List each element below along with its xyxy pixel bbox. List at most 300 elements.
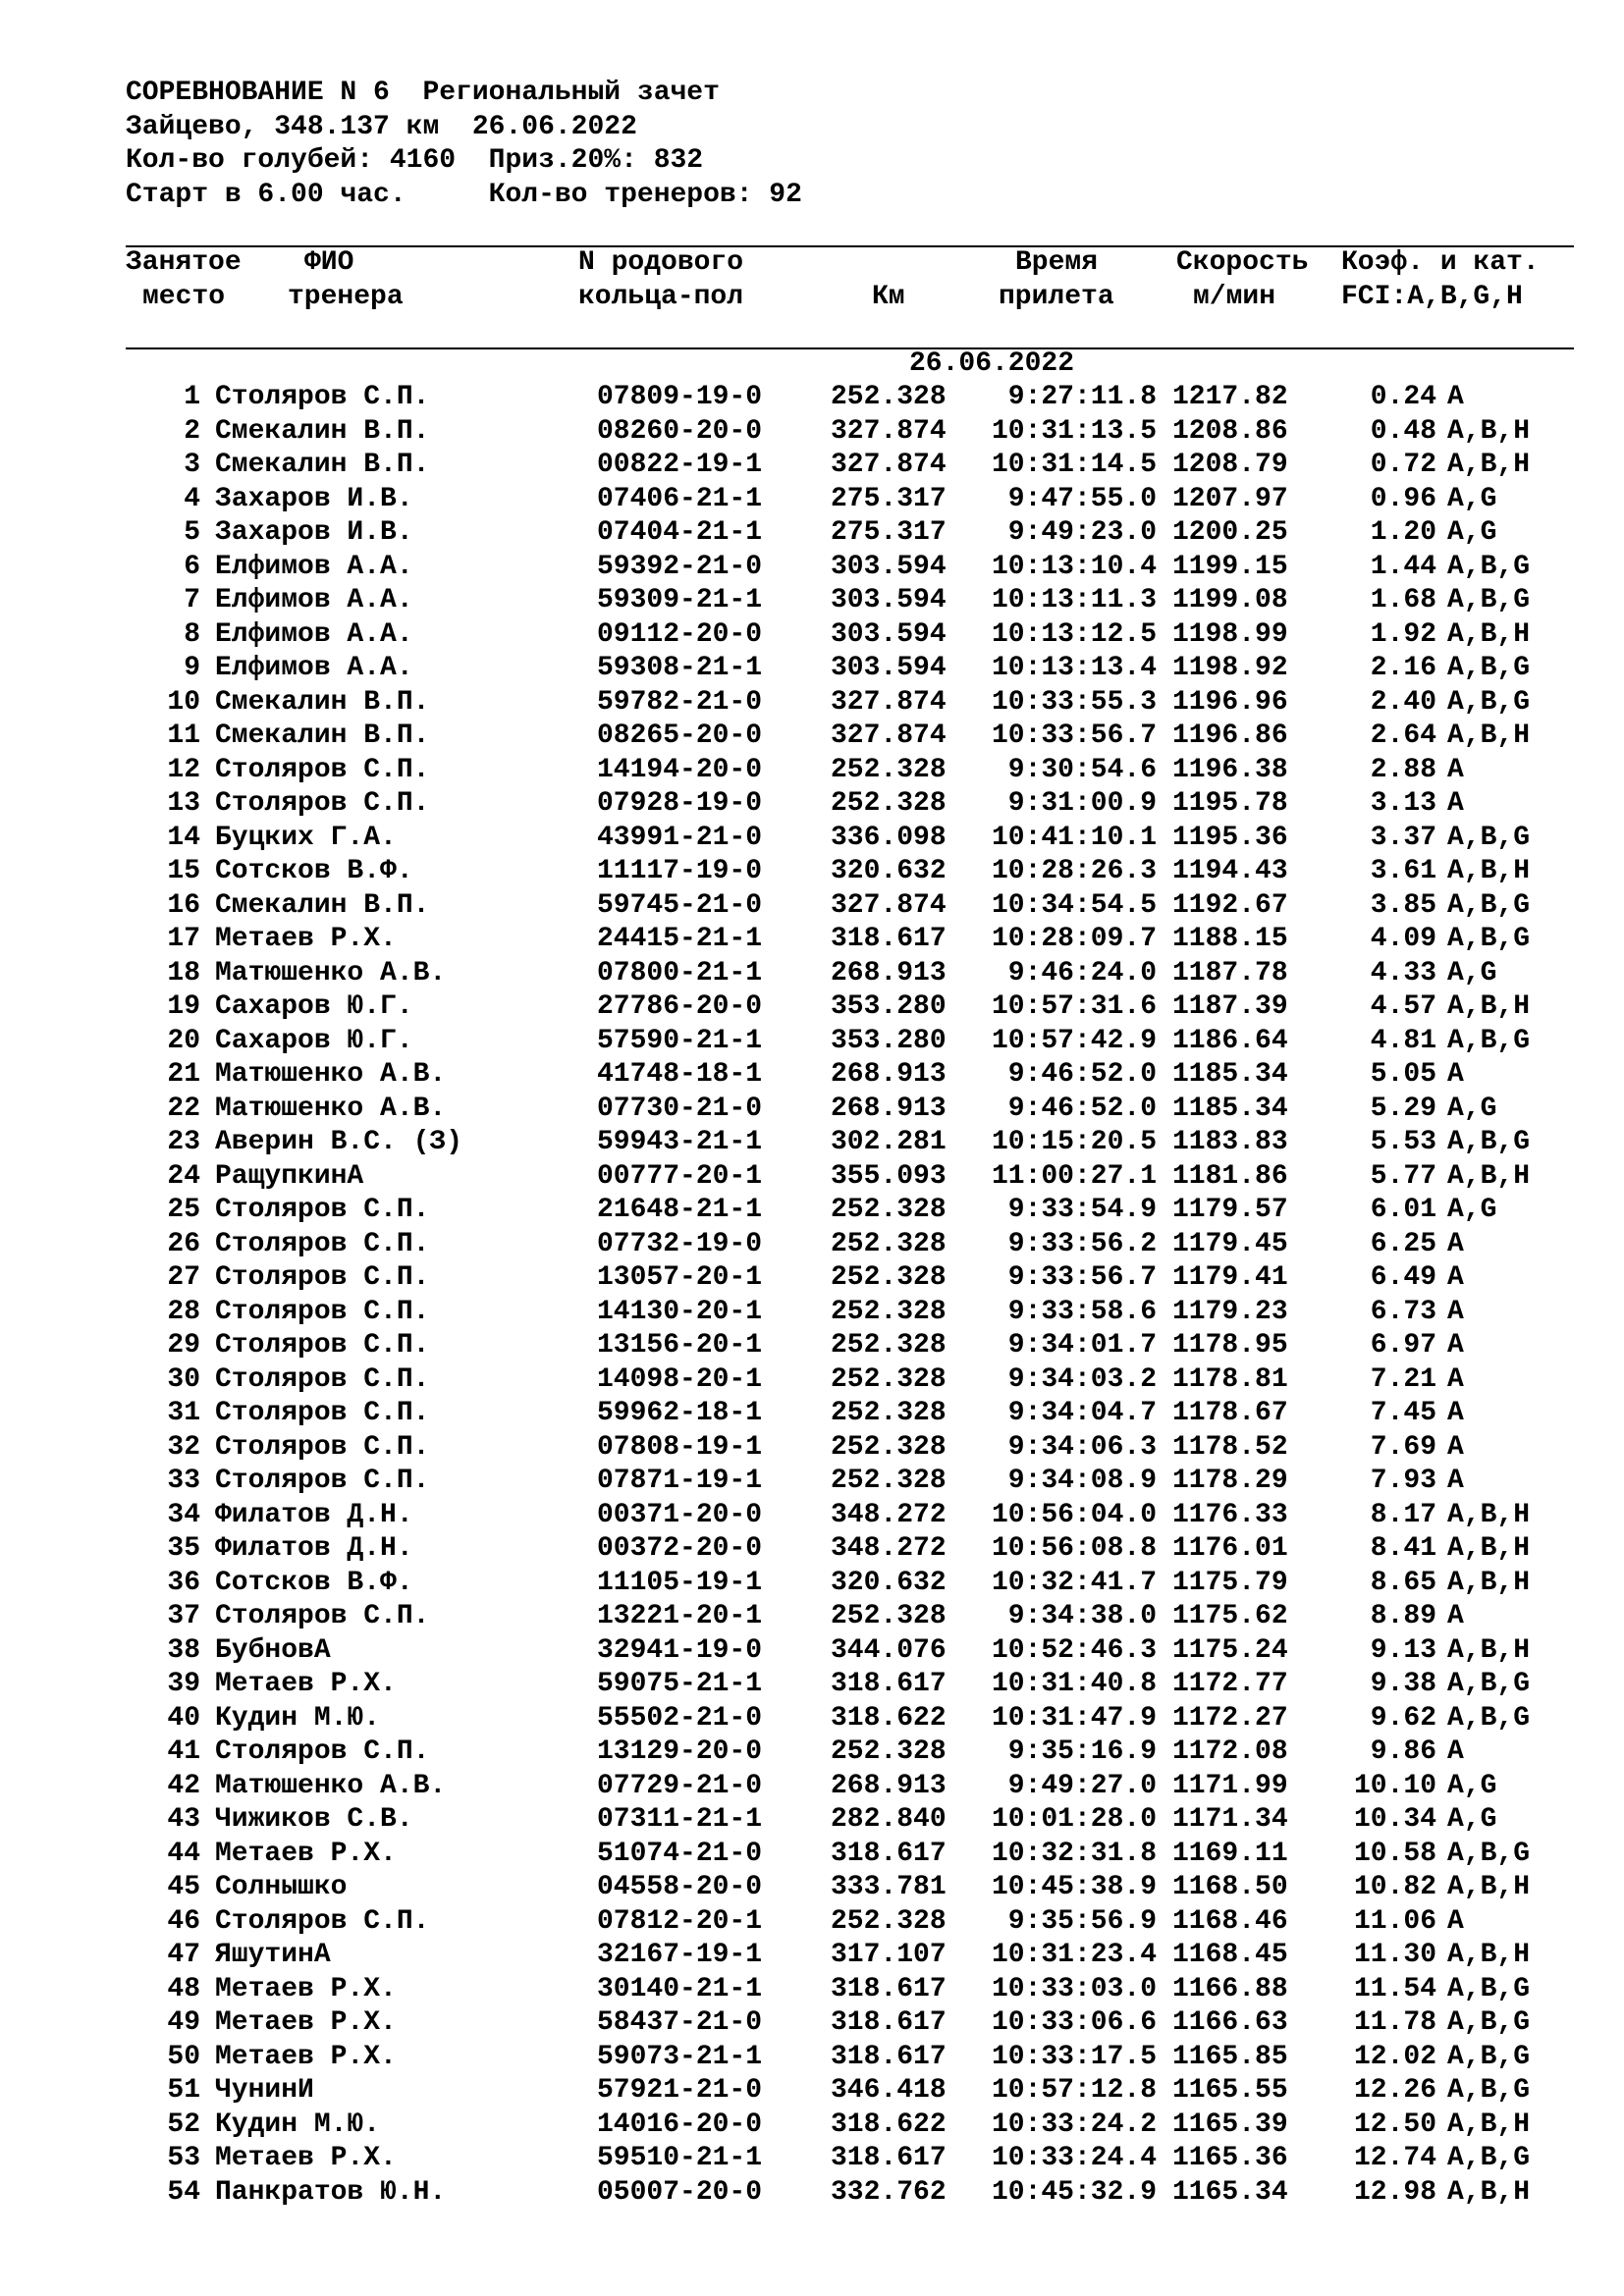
category-cell: A,B,G [1447,1025,1531,1056]
distance-km-cell: 318.617 [831,1838,947,1869]
ring-number-cell: 59962-18-1 [597,1398,763,1428]
coefficient-cell: 2.88 [1370,754,1436,785]
place-cell: 41 [167,1736,200,1767]
category-cell: A,G [1447,483,1497,514]
arrival-time-cell: 9:33:56.7 [1007,1262,1157,1293]
distance-km-cell: 327.874 [831,415,947,447]
speed-cell: 1175.24 [1172,1634,1288,1666]
speed-cell: 1166.88 [1172,1973,1288,2004]
coefficient-cell: 9.62 [1370,1702,1436,1734]
distance-km-cell: 333.781 [831,1872,947,1902]
speed-cell: 1194.43 [1172,856,1288,886]
ring-number-cell: 07928-19-0 [597,788,763,819]
distance-km-cell: 252.328 [831,1296,947,1327]
speed-cell: 1165.85 [1172,2041,1288,2072]
ring-number-cell: 07809-19-0 [597,382,763,412]
ring-number-cell: 43991-21-0 [597,822,763,853]
category-cell: A [1447,382,1464,412]
trainer-name-cell: Метаев Р.Х. [215,2041,397,2072]
trainer-name-cell: Метаев Р.Х. [215,1973,397,2004]
distance-km-cell: 320.632 [831,856,947,886]
place-cell: 28 [167,1296,200,1327]
ring-number-cell: 57590-21-1 [597,1025,763,1056]
speed-cell: 1176.01 [1172,1533,1288,1564]
coefficient-cell: 3.85 [1370,889,1436,921]
distance-km-cell: 318.617 [831,1669,947,1699]
table-row [0,889,1624,924]
trainer-name-cell: Аверин В.С. (З) [215,1127,463,1157]
trainer-name-cell: Солнышко [215,1872,348,1902]
coefficient-cell: 7.45 [1370,1398,1436,1428]
speed-cell: 1178.95 [1172,1330,1288,1361]
trainer-name-cell: Столяров С.П. [215,1466,430,1496]
table-row [0,720,1624,754]
category-cell: A,B,H [1447,1634,1531,1666]
coefficient-cell: 10.10 [1353,1770,1436,1801]
table-row [0,584,1624,618]
distance-km-cell: 303.594 [831,618,947,650]
coefficient-cell: 0.48 [1370,415,1436,447]
trainer-name-cell: Елфимов А.А. [215,653,413,683]
speed-cell: 1196.86 [1172,721,1288,751]
arrival-time-cell: 10:33:24.4 [991,2143,1157,2173]
coefficient-cell: 10.82 [1353,1872,1436,1902]
category-cell: A,G [1447,957,1497,988]
arrival-time-cell: 10:57:31.6 [991,991,1157,1022]
coefficient-cell: 8.89 [1370,1601,1436,1631]
table-row [0,652,1624,686]
arrival-time-cell: 10:32:41.7 [991,1567,1157,1598]
trainer-name-cell: РащупкинА [215,1160,364,1192]
table-row [0,1296,1624,1330]
table-row [0,1770,1624,1804]
distance-km-cell: 344.076 [831,1634,947,1666]
category-cell: A,B,H [1447,1160,1531,1192]
arrival-time-cell: 10:13:12.5 [991,618,1157,650]
distance-km-cell: 252.328 [831,1262,947,1293]
distance-km-cell: 252.328 [831,1431,947,1463]
coefficient-cell: 3.61 [1370,856,1436,886]
table-row [0,2142,1624,2176]
table-row [0,1363,1624,1398]
category-cell: A,B,G [1447,551,1531,582]
coefficient-cell: 10.34 [1353,1804,1436,1835]
trainer-name-cell: Столяров С.П. [215,1431,430,1463]
trainer-name-cell: Сахаров Ю.Г. [215,991,413,1022]
category-cell: A,B,H [1447,1499,1531,1530]
category-cell: A,B,H [1447,2176,1531,2208]
coefficient-cell: 8.41 [1370,1533,1436,1564]
category-cell: A,B,H [1447,856,1531,886]
coefficient-cell: 6.97 [1370,1330,1436,1361]
ring-number-cell: 07800-21-1 [597,957,763,988]
arrival-time-cell: 10:13:13.4 [991,653,1157,683]
col-header-ring-1: N родового [578,247,744,278]
place-cell: 21 [167,1059,200,1090]
trainer-name-cell: Метаев Р.Х. [215,1838,397,1869]
arrival-time-cell: 9:30:54.6 [1007,754,1157,785]
distance-km-cell: 348.272 [831,1499,947,1530]
table-row [0,990,1624,1025]
distance-km-cell: 252.328 [831,1228,947,1259]
ring-number-cell: 07871-19-1 [597,1466,763,1496]
category-cell: A [1447,1601,1464,1631]
place-cell: 20 [167,1025,200,1056]
category-cell: A,G [1447,517,1497,548]
category-cell: A,B,G [1447,924,1531,954]
arrival-time-cell: 10:31:23.4 [991,1940,1157,1970]
arrival-time-cell: 9:34:01.7 [1007,1330,1157,1361]
place-cell: 36 [167,1567,200,1598]
category-cell: A,G [1447,1093,1497,1124]
place-cell: 43 [167,1804,200,1835]
distance-km-cell: 268.913 [831,1093,947,1124]
place-cell: 51 [167,2075,200,2106]
trainer-name-cell: Смекалин В.П. [215,450,430,480]
ring-number-cell: 07732-19-0 [597,1228,763,1259]
coefficient-cell: 8.65 [1370,1567,1436,1598]
coefficient-cell: 6.01 [1370,1195,1436,1225]
arrival-time-cell: 9:46:24.0 [1007,957,1157,988]
table-row [0,1228,1624,1262]
category-cell: A,G [1447,1770,1497,1801]
trainer-name-cell: Столяров С.П. [215,1296,430,1327]
ring-number-cell: 14194-20-0 [597,754,763,785]
arrival-time-cell: 10:56:08.8 [991,1533,1157,1564]
place-cell: 33 [167,1466,200,1496]
col-header-km: Км [872,282,905,312]
ring-number-cell: 32167-19-1 [597,1940,763,1970]
ring-number-cell: 11105-19-1 [597,1567,763,1598]
speed-cell: 1217.82 [1172,382,1288,412]
arrival-time-cell: 11:00:27.1 [991,1160,1157,1192]
start-time-info: Старт в 6.00 час. Кол-во тренеров: 92 [126,179,802,210]
pigeon-count-info: Кол-во голубей: 4160 Приз.20%: 832 [126,145,704,176]
ring-number-cell: 07808-19-1 [597,1431,763,1463]
ring-number-cell: 00371-20-0 [597,1499,763,1530]
arrival-time-cell: 9:34:06.3 [1007,1431,1157,1463]
distance-km-cell: 252.328 [831,788,947,819]
place-cell: 5 [184,517,200,548]
arrival-time-cell: 9:49:23.0 [1007,517,1157,548]
arrival-time-cell: 9:33:58.6 [1007,1296,1157,1327]
place-cell: 2 [184,415,200,447]
ring-number-cell: 59782-21-0 [597,686,763,718]
speed-cell: 1188.15 [1172,924,1288,954]
table-row [0,1567,1624,1601]
place-cell: 44 [167,1838,200,1869]
distance-km-cell: 318.622 [831,2109,947,2140]
coefficient-cell: 0.72 [1370,450,1436,480]
distance-km-cell: 317.107 [831,1940,947,1970]
distance-km-cell: 318.617 [831,2041,947,2072]
coefficient-cell: 9.38 [1370,1669,1436,1699]
distance-km-cell: 318.622 [831,1702,947,1734]
table-row [0,1600,1624,1634]
ring-number-cell: 57921-21-0 [597,2075,763,2106]
trainer-name-cell: Захаров И.В. [215,517,413,548]
category-cell: A,B,G [1447,822,1531,853]
place-cell: 15 [167,856,200,886]
arrival-time-cell: 10:28:26.3 [991,856,1157,886]
ring-number-cell: 04558-20-0 [597,1872,763,1902]
distance-km-cell: 355.093 [831,1160,947,1192]
ring-number-cell: 59943-21-1 [597,1127,763,1157]
category-cell: A,B,G [1447,686,1531,718]
place-cell: 22 [167,1093,200,1124]
arrival-time-cell: 10:31:14.5 [991,450,1157,480]
speed-cell: 1175.79 [1172,1567,1288,1598]
table-row [0,381,1624,415]
ring-number-cell: 00777-20-1 [597,1160,763,1192]
place-cell: 1 [184,382,200,412]
distance-km-cell: 282.840 [831,1804,947,1835]
category-cell: A,B,H [1447,991,1531,1022]
speed-cell: 1176.33 [1172,1499,1288,1530]
ring-number-cell: 07730-21-0 [597,1093,763,1124]
table-row [0,1093,1624,1127]
table-row [0,1634,1624,1669]
speed-cell: 1200.25 [1172,517,1288,548]
category-cell: A,B,H [1447,415,1531,447]
speed-cell: 1165.55 [1172,2075,1288,2106]
place-cell: 38 [167,1634,200,1666]
coefficient-cell: 5.05 [1370,1059,1436,1090]
distance-km-cell: 252.328 [831,1601,947,1631]
table-row [0,1871,1624,1905]
place-cell: 34 [167,1499,200,1530]
place-cell: 35 [167,1533,200,1564]
category-cell: A,G [1447,1804,1497,1835]
place-cell: 42 [167,1770,200,1801]
arrival-time-cell: 9:27:11.8 [1007,382,1157,412]
table-row [0,1702,1624,1736]
ring-number-cell: 07311-21-1 [597,1804,763,1835]
category-cell: A,B,H [1447,1872,1531,1902]
distance-km-cell: 252.328 [831,1195,947,1225]
speed-cell: 1171.99 [1172,1770,1288,1801]
speed-cell: 1208.79 [1172,450,1288,480]
ring-number-cell: 14130-20-1 [597,1296,763,1327]
ring-number-cell: 24415-21-1 [597,924,763,954]
ring-number-cell: 13129-20-0 [597,1736,763,1767]
coefficient-cell: 1.92 [1370,618,1436,650]
place-cell: 4 [184,483,200,514]
speed-cell: 1185.34 [1172,1059,1288,1090]
ring-number-cell: 07406-21-1 [597,483,763,514]
distance-km-cell: 252.328 [831,382,947,412]
trainer-name-cell: Матюшенко А.В. [215,1059,447,1090]
speed-cell: 1168.46 [1172,1905,1288,1937]
place-cell: 11 [167,721,200,751]
distance-km-cell: 320.632 [831,1567,947,1598]
place-cell: 17 [167,924,200,954]
arrival-time-cell: 10:13:11.3 [991,585,1157,615]
table-row [0,923,1624,957]
distance-km-cell: 268.913 [831,1059,947,1090]
distance-km-cell: 318.617 [831,1973,947,2004]
arrival-time-cell: 10:56:04.0 [991,1499,1157,1530]
trainer-name-cell: Столяров С.П. [215,1398,430,1428]
place-cell: 48 [167,1973,200,2004]
trainer-name-cell: Сахаров Ю.Г. [215,1025,413,1056]
speed-cell: 1166.63 [1172,2007,1288,2038]
arrival-time-cell: 9:31:00.9 [1007,788,1157,819]
category-cell: A [1447,1398,1464,1428]
distance-km-cell: 327.874 [831,721,947,751]
trainer-name-cell: Смекалин В.П. [215,721,430,751]
trainer-name-cell: Матюшенко А.В. [215,1770,447,1801]
place-cell: 23 [167,1127,200,1157]
ring-number-cell: 13057-20-1 [597,1262,763,1293]
table-row [0,957,1624,991]
report-header [126,77,802,212]
trainer-name-cell: Чижиков С.В. [215,1804,413,1835]
trainer-name-cell: Столяров С.П. [215,1601,430,1631]
speed-cell: 1179.41 [1172,1262,1288,1293]
category-cell: A [1447,1262,1464,1293]
coefficient-cell: 1.44 [1370,551,1436,582]
arrival-time-cell: 9:46:52.0 [1007,1093,1157,1124]
place-cell: 8 [184,618,200,650]
trainer-name-cell: Метаев Р.Х. [215,2007,397,2038]
table-row [0,686,1624,721]
coefficient-cell: 4.57 [1370,991,1436,1022]
table-row [0,1329,1624,1363]
coefficient-cell: 4.81 [1370,1025,1436,1056]
table-row [0,1499,1624,1533]
coefficient-cell: 6.49 [1370,1262,1436,1293]
table-row [0,2176,1624,2211]
ring-number-cell: 55502-21-0 [597,1702,763,1734]
category-cell: A,B,G [1447,1127,1531,1157]
distance-km-cell: 303.594 [831,653,947,683]
coefficient-cell: 12.02 [1353,2041,1436,2072]
ring-number-cell: 00822-19-1 [597,450,763,480]
arrival-time-cell: 10:13:10.4 [991,551,1157,582]
coefficient-cell: 11.06 [1353,1905,1436,1937]
ring-number-cell: 59073-21-1 [597,2041,763,2072]
col-header-place-2: место [142,282,226,312]
coefficient-cell: 9.13 [1370,1634,1436,1666]
table-row [0,551,1624,585]
coefficient-cell: 12.74 [1353,2143,1436,2173]
ring-number-cell: 41748-18-1 [597,1059,763,1090]
arrival-time-cell: 10:57:12.8 [991,2075,1157,2106]
category-cell: A,B,H [1447,450,1531,480]
distance-km-cell: 327.874 [831,686,947,718]
speed-cell: 1178.81 [1172,1363,1288,1395]
table-row [0,822,1624,856]
speed-cell: 1179.23 [1172,1296,1288,1327]
table-row [0,1465,1624,1499]
trainer-name-cell: Матюшенко А.В. [215,1093,447,1124]
coefficient-cell: 10.58 [1353,1838,1436,1869]
distance-km-cell: 252.328 [831,1363,947,1395]
arrival-time-cell: 10:28:09.7 [991,924,1157,954]
coefficient-cell: 2.40 [1370,686,1436,718]
ring-number-cell: 59309-21-1 [597,585,763,615]
col-header-ring-2: кольца-пол [578,282,744,312]
trainer-name-cell: Метаев Р.Х. [215,1669,397,1699]
table-row [0,1803,1624,1838]
speed-cell: 1196.38 [1172,754,1288,785]
coefficient-cell: 3.13 [1370,788,1436,819]
table-row [0,754,1624,788]
category-cell: A,B,G [1447,889,1531,921]
speed-cell: 1168.45 [1172,1940,1288,1970]
trainer-name-cell: Столяров С.П. [215,1905,430,1937]
trainer-name-cell: Столяров С.П. [215,754,430,785]
arrival-time-cell: 9:46:52.0 [1007,1059,1157,1090]
ring-number-cell: 21648-21-1 [597,1195,763,1225]
trainer-name-cell: Столяров С.П. [215,1228,430,1259]
table-row [0,415,1624,450]
date-separator: 26.06.2022 [908,348,1075,379]
trainer-name-cell: Кудин М.Ю. [215,1702,381,1734]
col-header-coef-2: FCI:A,B,G,H [1341,282,1523,312]
category-cell: A,B,G [1447,2075,1531,2106]
arrival-time-cell: 10:33:24.2 [991,2109,1157,2140]
speed-cell: 1171.34 [1172,1804,1288,1835]
trainer-name-cell: Метаев Р.Х. [215,924,397,954]
table-row [0,1838,1624,1872]
place-cell: 46 [167,1905,200,1937]
col-header-coef-1: Коэф. и кат. [1341,247,1540,278]
ring-number-cell: 13156-20-1 [597,1330,763,1361]
distance-km-cell: 252.328 [831,1905,947,1937]
coefficient-cell: 11.54 [1353,1973,1436,2004]
arrival-time-cell: 10:01:28.0 [991,1804,1157,1835]
trainer-name-cell: Матюшенко А.В. [215,957,447,988]
speed-cell: 1187.78 [1172,957,1288,988]
distance-km-cell: 252.328 [831,1466,947,1496]
arrival-time-cell: 10:33:03.0 [991,1973,1157,2004]
trainer-name-cell: Смекалин В.П. [215,686,430,718]
place-cell: 52 [167,2109,200,2140]
category-cell: A [1447,1466,1464,1496]
place-cell: 54 [167,2176,200,2208]
place-cell: 50 [167,2041,200,2072]
ring-number-cell: 51074-21-0 [597,1838,763,1869]
arrival-time-cell: 9:33:56.2 [1007,1228,1157,1259]
col-header-speed-2: м/мин [1193,282,1276,312]
ring-number-cell: 11117-19-0 [597,856,763,886]
distance-km-cell: 268.913 [831,957,947,988]
col-header-time-2: прилета [999,282,1114,312]
trainer-name-cell: Панкратов Ю.Н. [215,2176,447,2208]
arrival-time-cell: 9:47:55.0 [1007,483,1157,514]
table-row [0,787,1624,822]
category-cell: A [1447,1905,1464,1937]
place-cell: 53 [167,2143,200,2173]
place-cell: 6 [184,551,200,582]
arrival-time-cell: 10:45:32.9 [991,2176,1157,2208]
arrival-time-cell: 10:34:54.5 [991,889,1157,921]
release-point-info: Зайцево, 348.137 км 26.06.2022 [126,111,637,142]
distance-km-cell: 353.280 [831,991,947,1022]
coefficient-cell: 12.50 [1353,2109,1436,2140]
arrival-time-cell: 9:49:27.0 [1007,1770,1157,1801]
coefficient-cell: 12.98 [1353,2176,1436,2208]
category-cell: A [1447,1296,1464,1327]
category-cell: A,B,G [1447,653,1531,683]
speed-cell: 1172.27 [1172,1702,1288,1734]
speed-cell: 1185.34 [1172,1093,1288,1124]
distance-km-cell: 318.617 [831,2007,947,2038]
trainer-name-cell: Сотсков В.Ф. [215,1567,413,1598]
table-row [0,1735,1624,1770]
